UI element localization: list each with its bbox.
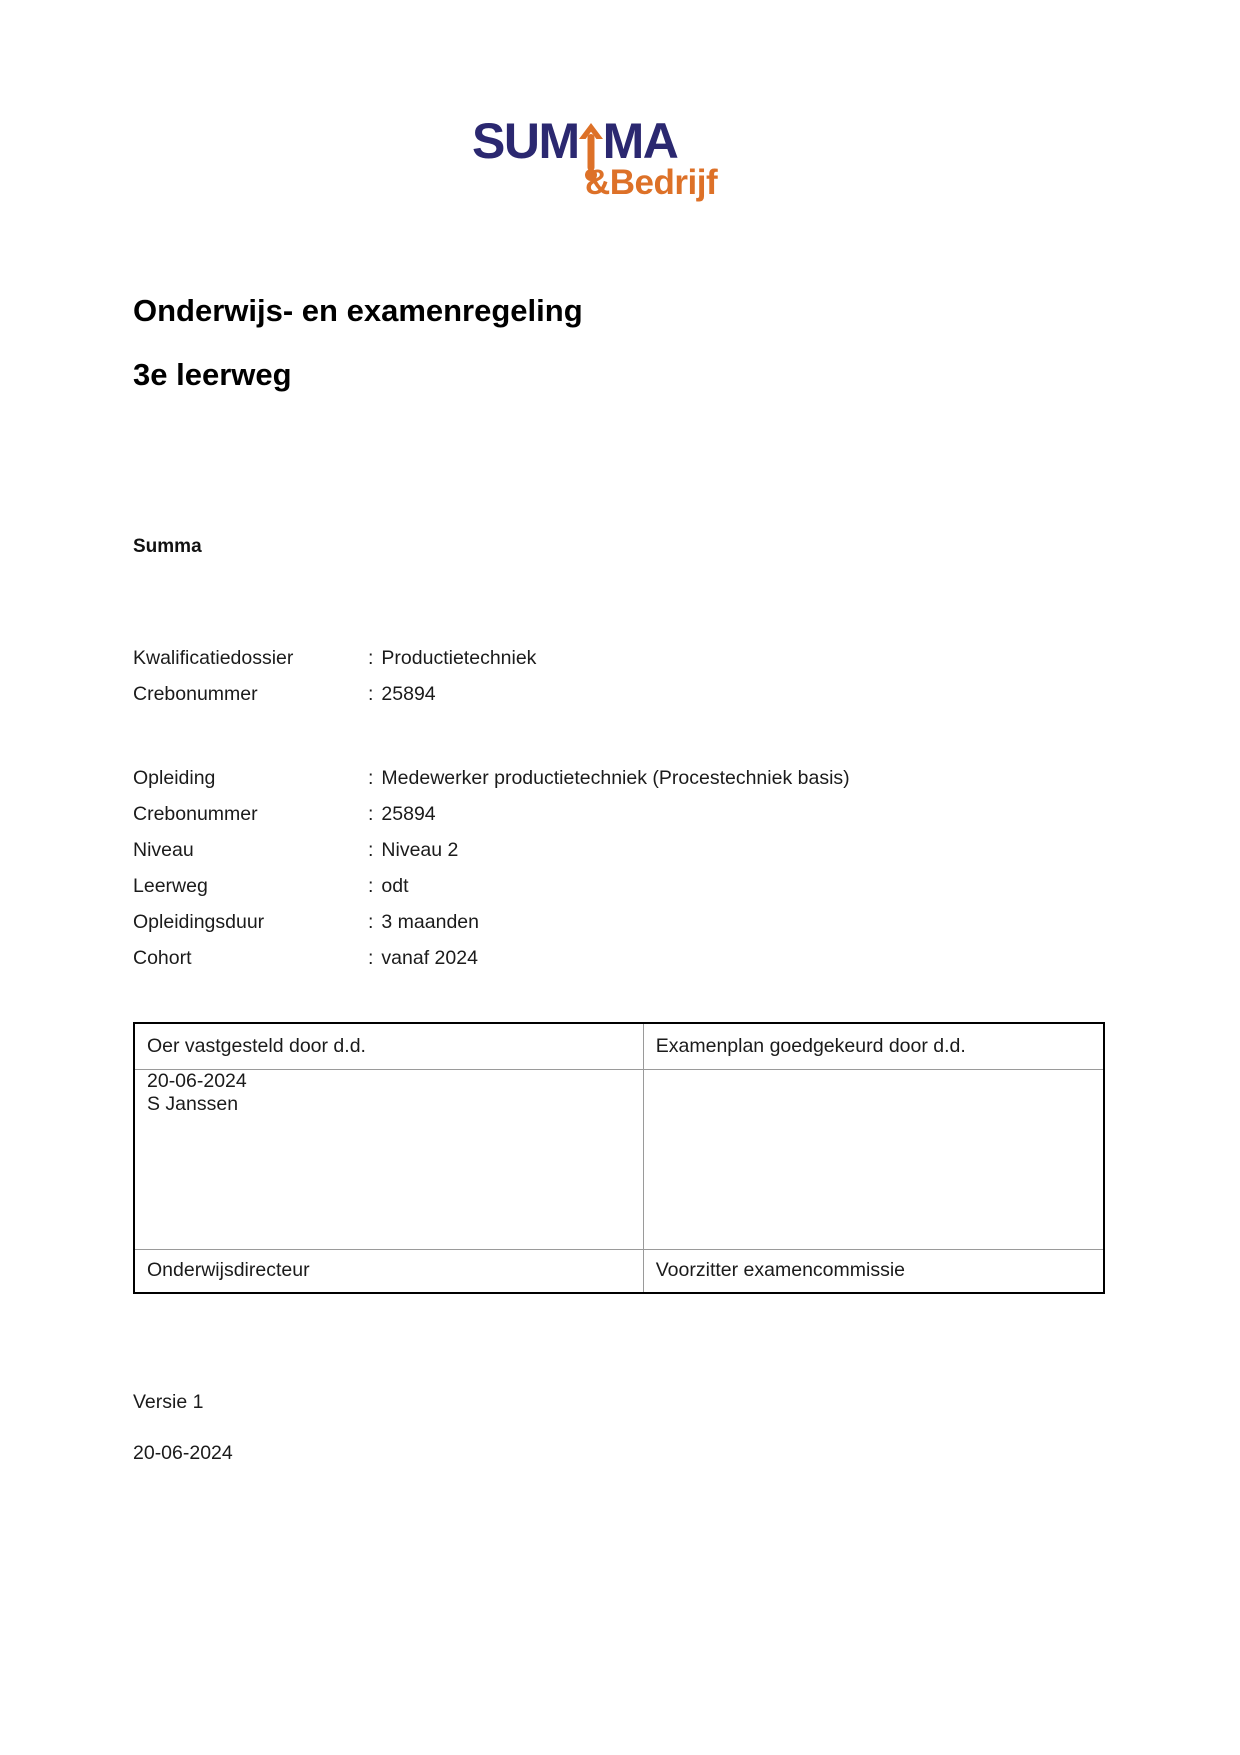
info-row (133, 832, 850, 868)
table-cell-onderwijsdirecteur: Onderwijsdirecteur (134, 1249, 643, 1293)
info-colon: : (368, 803, 374, 825)
info-value: 25894 (381, 683, 436, 705)
page-subtitle: 3e leerweg (133, 356, 292, 392)
info-group-program (133, 760, 850, 976)
table-cell-oer-vastgesteld: Oer vastgesteld door d.d. (134, 1023, 643, 1069)
info-label: Crebonummer (133, 803, 258, 825)
table-cell-signature-right (643, 1069, 1104, 1249)
info-row (133, 640, 850, 676)
table-row (134, 1023, 1104, 1069)
info-row (133, 760, 850, 796)
info-label: Kwalificatiedossier (133, 647, 294, 669)
title-block (133, 293, 583, 392)
logo-subtitle: &Bedrijf (585, 163, 718, 202)
info-row (133, 796, 850, 832)
info-label: Opleidingsduur (133, 911, 265, 933)
table-row (134, 1249, 1104, 1293)
summa-logo (472, 113, 718, 203)
info-value: vanaf 2024 (381, 947, 478, 969)
info-colon: : (368, 647, 374, 669)
info-label: Leerweg (133, 875, 208, 897)
info-label: Crebonummer (133, 683, 258, 705)
approval-table (133, 1022, 1105, 1294)
info-label: Niveau (133, 839, 194, 861)
info-row (133, 676, 850, 712)
info-colon: : (368, 767, 374, 789)
info-group-qualification (133, 640, 850, 712)
info-value: odt (381, 875, 409, 897)
info-value: 25894 (381, 803, 436, 825)
info-colon: : (368, 911, 374, 933)
info-value: 3 maanden (381, 911, 479, 933)
logo-brand-right: MA (602, 113, 678, 169)
info-row (133, 904, 850, 940)
page-title: Onderwijs- en examenregeling (133, 293, 583, 328)
table-cell-signature-left (134, 1069, 643, 1249)
version-date: 20-06-2024 (133, 1441, 233, 1464)
info-list (133, 640, 850, 976)
info-label: Cohort (133, 947, 192, 969)
school-name: Summa (133, 536, 202, 557)
signed-name: S Janssen (147, 1092, 239, 1115)
version-footer (133, 1393, 233, 1463)
logo-brand-text (472, 113, 717, 169)
info-value: Productietechniek (381, 647, 537, 669)
table-cell-voorzitter: Voorzitter examencommissie (643, 1249, 1104, 1293)
info-colon: : (368, 683, 374, 705)
version-label: Versie 1 (133, 1391, 204, 1413)
table-row (134, 1069, 1104, 1249)
logo-brand-left: SUM (472, 113, 579, 169)
table-cell-examenplan-goedgekeurd: Examenplan goedgekeurd door d.d. (643, 1023, 1104, 1069)
info-value: Medewerker productietechniek (Procestechniek basis) (381, 767, 850, 789)
info-colon: : (368, 875, 374, 897)
info-row (133, 940, 850, 976)
info-colon: : (368, 839, 374, 861)
signed-date: 20-06-2024 (147, 1069, 247, 1092)
info-value: Niveau 2 (381, 839, 459, 861)
info-label: Opleiding (133, 767, 216, 789)
info-colon: : (368, 947, 374, 969)
info-row (133, 868, 850, 904)
